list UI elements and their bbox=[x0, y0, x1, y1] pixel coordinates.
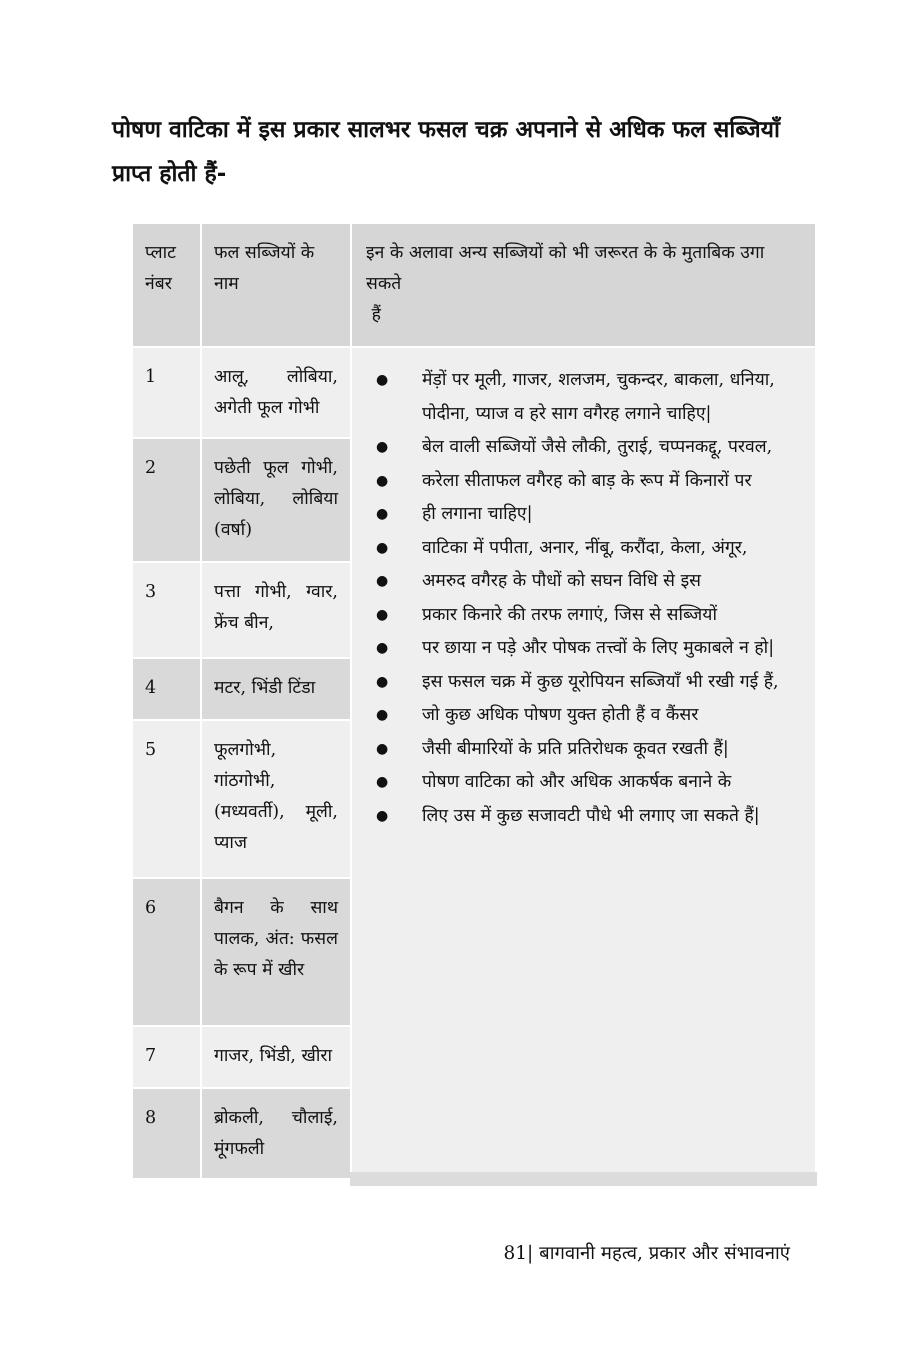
list-item bbox=[376, 666, 803, 700]
plot-number: 3 bbox=[132, 562, 201, 658]
list-item-text: ही लगाना चाहिए| bbox=[422, 504, 533, 524]
list-item bbox=[376, 800, 803, 834]
page-footer: 81| बागवानी महत्व, प्रकार और संभावनाएं bbox=[503, 1243, 790, 1264]
plot-number: 6 bbox=[132, 878, 201, 1026]
header-other-vegetables bbox=[351, 223, 816, 347]
bullet-icon: ● bbox=[376, 807, 389, 824]
bullet-icon: ● bbox=[376, 573, 389, 589]
header-other-tail: हैं bbox=[371, 305, 381, 325]
list-item bbox=[376, 766, 803, 800]
bullet-icon: ● bbox=[376, 372, 389, 388]
list-item bbox=[376, 498, 803, 532]
suggestions-list bbox=[376, 364, 803, 833]
list-item-text: लिए उस में कुछ सजावटी पौधे भी लगाए जा सकते हैं| bbox=[422, 805, 760, 826]
list-item-text: करेला सीताफल वगैरह को बाड़ के रूप में किनारों पर bbox=[422, 470, 752, 491]
plot-vegetables: गाजर, भिंडी, खीरा bbox=[201, 1026, 351, 1088]
bullet-icon: ● bbox=[376, 774, 389, 790]
list-item bbox=[376, 465, 803, 499]
bullet-icon: ● bbox=[376, 539, 389, 556]
plot-number: 2 bbox=[132, 438, 201, 562]
plot-vegetables: फूलगोभी, गांठगोभी, (मध्यवर्ती), मूली, प्याज bbox=[201, 720, 351, 878]
other-vegetables-cell bbox=[351, 347, 816, 1179]
bullet-icon: ● bbox=[376, 707, 389, 723]
list-item bbox=[376, 431, 803, 465]
bullet-icon: ● bbox=[376, 439, 389, 455]
list-item bbox=[376, 733, 803, 767]
crop-rotation-table bbox=[131, 222, 815, 1186]
bullet-icon: ● bbox=[376, 740, 389, 757]
bullet-icon: ● bbox=[376, 673, 389, 690]
plot-vegetables: ब्रोकली, चौलाई, मूंगफली bbox=[201, 1088, 351, 1179]
list-item-text: जैसी बीमारियों के प्रति प्रतिरोधक कूवत रखती हैं| bbox=[422, 738, 729, 759]
plot-vegetables: आलू, लोबिया, अगेती फूल गोभी bbox=[201, 347, 351, 438]
page-heading: पोषण वाटिका में इस प्रकार सालभर फसल चक्र अपनाने से अधिक फल सब्जियाँ प्राप्त होती हैं- bbox=[112, 117, 780, 187]
list-item bbox=[376, 364, 803, 431]
plot-number: 4 bbox=[132, 658, 201, 720]
bullet-icon: ● bbox=[376, 472, 389, 489]
plot-vegetables: मटर, भिंडी टिंडा bbox=[201, 658, 351, 720]
list-item-text: वाटिका में पपीता, अनार, नींबू, करौंदा, केला, अंगूर, bbox=[422, 537, 748, 558]
list-item-text: अमरुद वगैरह के पौधों को सघन विधि से इस bbox=[422, 571, 702, 591]
header-other-text: इन के अलावा अन्य सब्जियों को भी जरूरत के के मुताबिक उगा सकते bbox=[366, 243, 765, 294]
table-row bbox=[132, 347, 816, 438]
list-item bbox=[376, 565, 803, 599]
plot-vegetables: पत्ता गोभी, ग्वार, फ्रेंच बीन, bbox=[201, 562, 351, 658]
list-item-continuation: पोदीना, प्याज व हरे साग वगैरह लगाने चाहिए| bbox=[422, 403, 712, 424]
list-item bbox=[376, 532, 803, 566]
plot-number: 8 bbox=[132, 1088, 201, 1179]
list-item-text: पोषण वाटिका को और अधिक आकर्षक बनाने के bbox=[422, 772, 732, 792]
bullet-icon: ● bbox=[376, 506, 389, 522]
list-item bbox=[376, 599, 803, 633]
list-item-text: बेल वाली सब्जियों जैसे लौकी, तुराई, चप्पनकद्दू, परवल, bbox=[422, 437, 773, 457]
plot-vegetables: बैगन के साथ पालक, अंत: फसल के रूप में खीर bbox=[201, 878, 351, 1026]
plot-number: 1 bbox=[132, 347, 201, 438]
list-item-text: जो कुछ अधिक पोषण युक्त होती हैं व कैंसर bbox=[422, 705, 699, 725]
plot-number: 5 bbox=[132, 720, 201, 878]
list-item bbox=[376, 632, 803, 666]
list-item bbox=[376, 699, 803, 733]
header-plot-number: प्लाट नंबर bbox=[132, 223, 201, 347]
list-item-text: प्रकार किनारे की तरफ लगाएं, जिस से सब्जियों bbox=[422, 604, 717, 625]
table-header-row bbox=[132, 223, 816, 347]
list-item-text: पर छाया न पड़े और पोषक तत्त्वों के लिए मुकाबले न हो| bbox=[422, 638, 775, 658]
list-item-text: इस फसल चक्र में कुछ यूरोपियन सब्जियाँ भी रखी गई हैं, bbox=[422, 671, 779, 692]
header-vegetable-names: फल सब्जियों के नाम bbox=[201, 223, 351, 347]
bullet-icon: ● bbox=[376, 640, 389, 656]
bullet-icon: ● bbox=[376, 606, 389, 623]
plot-number: 7 bbox=[132, 1026, 201, 1088]
plot-vegetables: पछेती फूल गोभी, लोबिया, लोबिया (वर्षा) bbox=[201, 438, 351, 562]
list-item-text: मेंड़ों पर मूली, गाजर, शलजम, चुकन्दर, बाकला, धनिया, bbox=[422, 370, 775, 390]
